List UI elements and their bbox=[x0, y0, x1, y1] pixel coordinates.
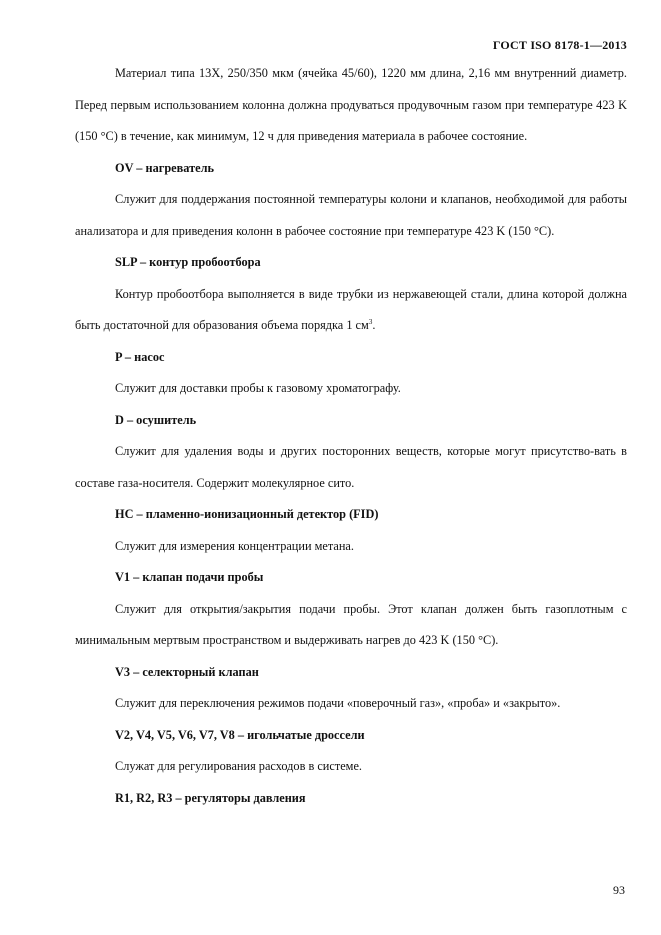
paragraph-text: Служат для регулирования расходов в системе. bbox=[115, 759, 362, 773]
paragraph-text: Служит для открытия/закрытия подачи пробы. Этот клапан должен быть газоплотным с минимальным мертвым пространством и выдерживать нагрев до 423 K (150 °C). bbox=[75, 601, 627, 647]
paragraph-column-material bbox=[75, 58, 627, 153]
heading-slp: SLP – контур пробоотбора bbox=[115, 255, 261, 269]
heading-hc: HC – пламенно-ионизационный детектор (FID) bbox=[115, 507, 379, 521]
paragraph-text: Материал типа 13X, 250/350 мкм (ячейка 45/60), 1220 мм длина, 2,16 мм внутренний диаметр. Перед первым использованием колонна должна продуваться продувочным газом при температуре 423 K (150 °C) в течение, как минимум, 12 ч для приведения материала в рабочее состояние. bbox=[75, 66, 627, 143]
paragraph-v3 bbox=[75, 688, 627, 720]
document-header: ГОСТ ISO 8178-1—2013 bbox=[492, 38, 627, 52]
paragraph-text: Служит для поддержания постоянной температуры колони и клапанов, необходимой для работы анализатора и для приведения колонн в рабочее состояние при температуре 423 K (150 °C). bbox=[75, 192, 627, 238]
document-body bbox=[75, 58, 627, 814]
paragraph-v1 bbox=[75, 594, 627, 657]
heading-throttles: V2, V4, V5, V6, V7, V8 – игольчатые дроссели bbox=[115, 727, 365, 742]
paragraph-slp bbox=[75, 279, 627, 342]
heading-d: D – осушитель bbox=[115, 412, 197, 427]
heading-p: P – насос bbox=[115, 349, 165, 364]
heading-v1: V1 – клапан подачи пробы bbox=[115, 570, 264, 584]
paragraph-tail: . bbox=[372, 318, 376, 332]
paragraph-hc bbox=[75, 531, 627, 563]
paragraph-text: Служит для переключения режимов подачи «поверочный газ», «проба» и «закрыто». bbox=[115, 696, 561, 710]
paragraph-throttles bbox=[75, 751, 627, 783]
heading-v3: V3 – селекторный клапан bbox=[115, 664, 259, 679]
paragraph-text: Служит для измерения концентрации метана. bbox=[115, 538, 354, 553]
superscript: 3 bbox=[368, 317, 373, 326]
paragraph-text: Служит для удаления воды и других посторонних веществ, которые могут присутство-вать в составе газа-носителя. Содержит молекулярное сито. bbox=[75, 444, 627, 490]
paragraph-d bbox=[75, 436, 627, 499]
paragraph-text: Служит для доставки пробы к газовому хроматографу. bbox=[115, 381, 401, 395]
page-number: 93 bbox=[613, 883, 625, 897]
paragraph-ov bbox=[75, 184, 627, 247]
heading-ov: OV – нагреватель bbox=[115, 160, 215, 175]
heading-regulators: R1, R2, R3 – регуляторы давления bbox=[115, 790, 306, 805]
paragraph-p bbox=[75, 373, 627, 405]
paragraph-text: Контур пробоотбора выполняется в виде трубки из нержавеющей стали, длина которой должна быть достаточной для образования объема порядка 1 см bbox=[75, 286, 627, 332]
